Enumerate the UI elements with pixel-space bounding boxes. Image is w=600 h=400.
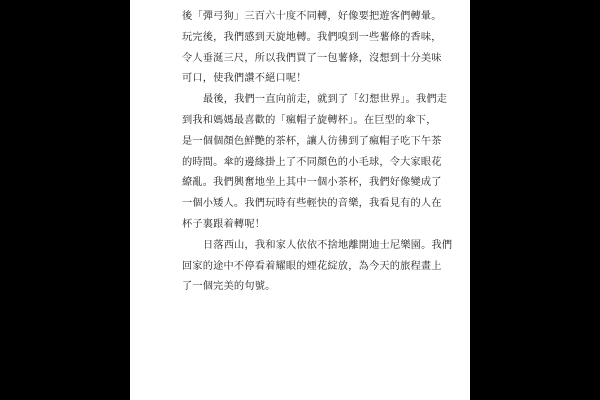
paragraph-3: [182, 236, 453, 298]
text-line: 日落西山，我和家人依依不捨地離開迪士尼樂園。我們: [203, 239, 453, 251]
text-line: 回家的途中不停看着耀眼的煙花綻放，為今天的旅程畫上: [182, 260, 442, 272]
document-page: [130, 0, 470, 400]
text-line: 後「彈弓狗」三百六十度不同轉，好像要把遊客們轉暈。: [182, 11, 442, 22]
text-line: 玩完後，我們感到天旋地轉。我們嗅到一些薯條的香味，: [182, 31, 442, 43]
text-line: 了一個完美的句號。: [182, 281, 276, 293]
text-line: 的時間。傘的邊緣掛上了不同顏色的小毛球，令大家眼花: [182, 156, 442, 168]
essay-text: [182, 7, 453, 298]
text-line: 最後，我們一直向前走，就到了「幻想世界」。我們走: [203, 94, 448, 106]
text-line: 是一個個顏色鮮艷的茶杯，讓人彷彿到了瘋帽子吃下午茶: [182, 135, 442, 147]
text-line: 繚亂。我們興奮地坐上其中一個小茶杯，我們好像變成了: [182, 177, 442, 189]
paragraph-2: [182, 90, 448, 236]
text-line: 杯子裏跟着轉呢！: [182, 218, 266, 230]
text-line: 一個小矮人。我們玩時有些輕快的音樂，我看見有的人在: [182, 198, 442, 210]
text-line: 令人垂涎三尺，所以我們買了一包薯條，沒想到十分美味: [182, 52, 442, 64]
text-line: 可口，使我們讚不絕口呢！: [182, 73, 307, 85]
text-line: 到我和媽媽最喜歡的「瘋帽子旋轉杯」。在巨型的傘下，: [182, 114, 437, 126]
paragraph-1: [182, 7, 442, 90]
